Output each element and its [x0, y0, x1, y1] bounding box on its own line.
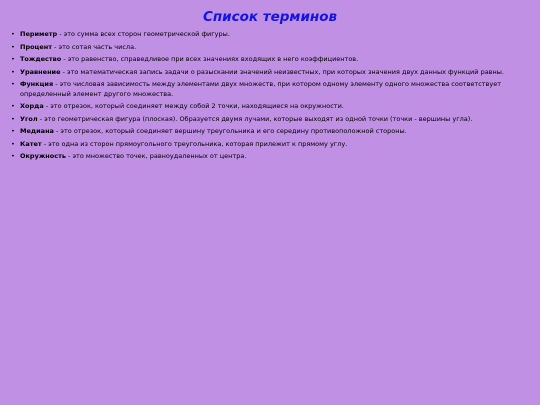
list-item-circle	[10, 152, 532, 162]
list-item-chord	[10, 102, 532, 112]
term-name: Катет	[20, 139, 42, 148]
bullet-icon: •	[11, 102, 15, 110]
term-definition: - это геометрическая фигура (плоская). Образуется двумя лучами, которые выходят из одной точки (точки - вершины угла).	[37, 114, 473, 123]
bullet-icon: •	[11, 114, 15, 123]
list-item-leg	[10, 140, 532, 150]
term-name: Хорда	[20, 102, 44, 110]
term-definition: - это математическая запись задачи о разыскании значений неизвестных, при которых значения двух данных функций равны.	[60, 67, 504, 76]
term-definition: - это равенство, справедливое при всех значениях входящих в него коэффициентов.	[61, 55, 359, 63]
bullet-icon: •	[11, 42, 15, 51]
list-item-function	[10, 80, 532, 99]
page-title: Список терминов	[202, 9, 338, 25]
term-definition: - это одна из сторон прямоугольного треугольника, которая прилежит к прямому углу.	[41, 139, 348, 148]
list-item-identity	[10, 55, 532, 65]
bullet-icon: •	[11, 127, 15, 135]
list-item-perimeter	[10, 30, 532, 40]
term-name: Угол	[20, 114, 38, 123]
term-definition: - это множество точек, равноудаленных от центра.	[65, 152, 247, 160]
bullet-icon: •	[11, 67, 15, 76]
bullet-icon: •	[11, 152, 15, 160]
list-item-angle	[10, 115, 532, 125]
term-name: Окружность	[20, 152, 66, 160]
term-definition: - это отрезок, который соединяет вершину треугольника и его середину противоположной стороны.	[53, 127, 407, 135]
list-item-equation	[10, 68, 532, 78]
term-name: Функция	[20, 80, 54, 88]
list-item-median	[10, 127, 532, 137]
bullet-icon: •	[11, 30, 15, 38]
terms-list	[10, 30, 532, 165]
bullet-icon: •	[11, 80, 15, 88]
term-definition: - это сотая часть числа.	[52, 42, 137, 51]
term-definition: - это отрезок, который соединяет между собой 2 точки, находящиеся на окружности.	[43, 102, 344, 110]
list-item-percent	[10, 43, 532, 53]
term-name: Периметр	[20, 30, 58, 38]
term-name: Медиана	[20, 127, 54, 135]
bullet-icon: •	[11, 55, 15, 63]
bullet-icon: •	[11, 139, 15, 148]
term-definition: - это числовая зависимость между элементами двух множеств, при котором одному элементу одного множества соответствует определенный элемент другого множества.	[20, 80, 502, 98]
term-name: Тождество	[20, 55, 62, 63]
term-name: Уравнение	[20, 67, 61, 76]
term-definition: - это сумма всех сторон геометрической фигуры.	[57, 30, 230, 38]
term-name: Процент	[20, 42, 53, 51]
